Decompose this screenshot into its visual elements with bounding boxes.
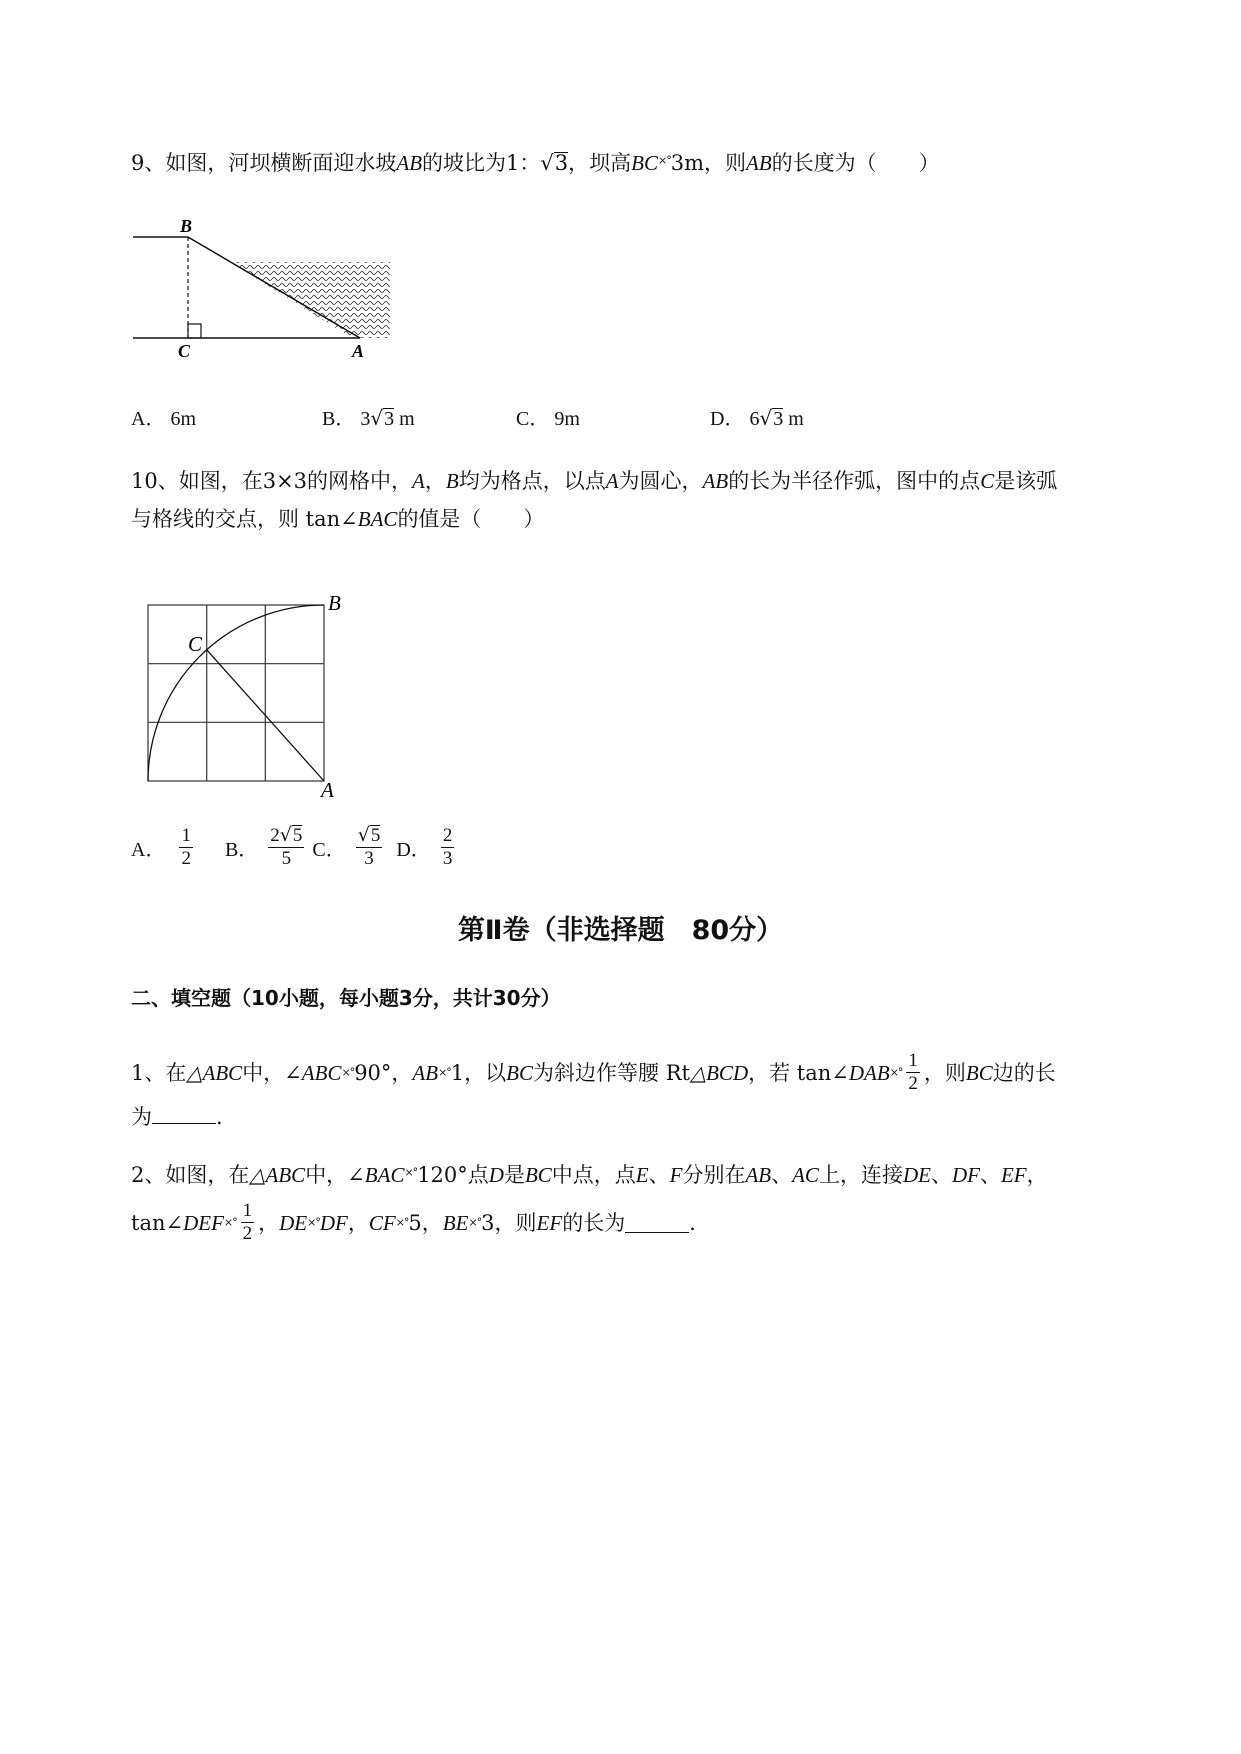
q10-options — [131, 824, 458, 870]
f2-stem-line2: tan∠ DEF ×° $\frac{1}{2}$ ， DE ×° DF ， CF ×° 5， BE ×° 3，则 EF 的长为 ． — [131, 1200, 711, 1244]
label-b: B — [180, 216, 193, 236]
label-a: A — [321, 778, 334, 802]
q9-stem: 9、如图，河坝横断面迎水坡AB的坡比为1：√3，坝高BC×°3m，则AB的长度为（ ） — [131, 151, 940, 175]
q10-stem-line1: 10、如图，在3×3的网格中，A，B均为格点，以点A为圆心，AB的长为半径作弧，图中的点C是该弧 — [131, 469, 1058, 493]
q10-option-a[interactable]: A． $\frac{1}{2}$ — [131, 824, 191, 869]
f2-answer-blank[interactable] — [625, 1212, 689, 1233]
q10-option-c[interactable]: C． $\frac{√5}{3}$ — [312, 824, 381, 869]
water-area — [230, 262, 390, 338]
f1-stem-line1: 1、在 △ABC 中，∠ ABC ×° 90°， AB ×° 1，以 BC 为斜边作等腰 Rt △BCD ，若 tan∠ DAB ×° $\frac{1}{2}$ ，则 BC 边的长 — [131, 1050, 1056, 1094]
label-a: A — [352, 341, 365, 361]
q9-option-c[interactable]: C． 9m — [516, 408, 580, 430]
q10-stem-line2: 与格线的交点，则 tan∠BAC的值是（ ） — [131, 507, 545, 531]
q10-option-d[interactable]: D． $\frac{2}{3}$ — [396, 824, 453, 869]
q9-option-d[interactable]: D． 6√3 m — [710, 406, 804, 430]
f2-stem-line1: 2、如图，在△ABC中，∠BAC×°120°点D是BC中点，点E、F分别在AB、AC上，连接DE、DF、EF， — [131, 1163, 1048, 1187]
label-b: B — [328, 591, 341, 615]
right-angle-mark — [188, 324, 201, 338]
grid-border — [148, 605, 324, 781]
arc-bc — [148, 605, 324, 781]
grid-figure — [135, 585, 355, 805]
q9-option-a[interactable]: A． 6m — [131, 408, 197, 430]
section-title: 第Ⅱ卷（非选择题 80分） — [457, 915, 784, 946]
dam-figure — [120, 210, 410, 370]
q10-option-b[interactable]: B． $\frac{2√5}{5}$ — [224, 824, 303, 869]
f1-stem-line2: 为 ． — [131, 1105, 237, 1129]
section-subtitle: 二、填空题（10小题，每小题3分，共计30分） — [131, 986, 561, 1010]
label-c: C — [178, 341, 191, 361]
f1-answer-blank[interactable] — [152, 1103, 216, 1124]
label-c: C — [188, 632, 203, 656]
q9-option-b[interactable]: B． 3√3 m — [322, 406, 415, 430]
